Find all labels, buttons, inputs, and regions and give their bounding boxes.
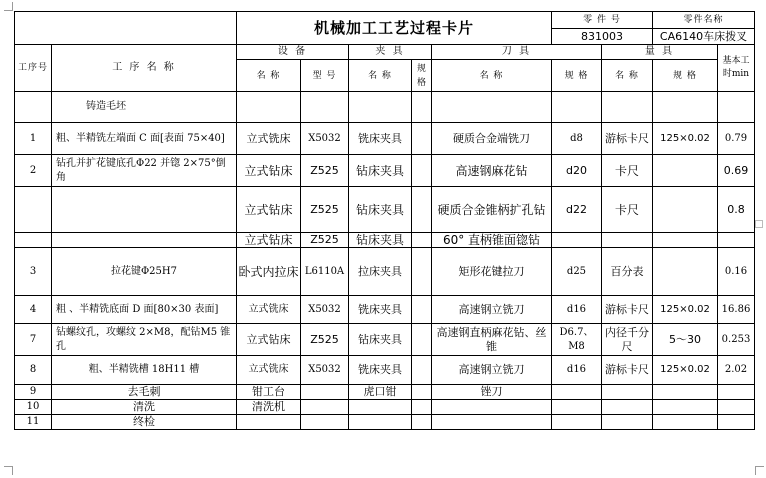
tool-spec-cell: d20	[552, 155, 602, 187]
gauge-spec-cell: 5～30	[653, 324, 718, 356]
equipment-name-cell: 卧式内拉床	[237, 248, 301, 296]
step-no-cell: 2	[15, 155, 52, 187]
gauge-name-cell: 内径千分尺	[602, 324, 653, 356]
fixture-name-cell: 钻床夹具	[349, 155, 412, 187]
page-corner-mark	[4, 2, 13, 11]
fixture-spec-cell	[412, 187, 432, 233]
equipment-name-cell: 立式钻床	[237, 155, 301, 187]
tool-spec-cell: d16	[552, 296, 602, 324]
equipment-model-cell: Z525	[301, 233, 349, 248]
tool-spec-cell: d16	[552, 356, 602, 385]
gauge-spec-cell	[653, 400, 718, 415]
step-name-cell: 去毛刺	[52, 385, 237, 400]
fixture-name-cell	[349, 400, 412, 415]
base-time-cell	[718, 92, 755, 123]
gauge-name-cell	[602, 400, 653, 415]
fixture-spec-cell	[412, 385, 432, 400]
fixture-spec-cell	[412, 296, 432, 324]
step-name-cell: 粗、半精铣槽 18H11 槽	[52, 356, 237, 385]
header-equipment: 设 备	[237, 45, 349, 60]
equipment-name-cell: 立式钻床	[237, 324, 301, 356]
header-tool-spec: 规 格	[552, 60, 602, 92]
page-corner-mark	[4, 466, 13, 475]
tool-spec-cell: D6.7、M8	[552, 324, 602, 356]
equipment-model-cell: Z525	[301, 155, 349, 187]
gauge-spec-cell: 125×0.02	[653, 296, 718, 324]
equipment-name-cell: 立式铣床	[237, 296, 301, 324]
header-tool-name: 名 称	[432, 60, 552, 92]
fixture-spec-cell	[412, 324, 432, 356]
tool-name-cell	[432, 415, 552, 430]
part-number-label: 零 件 号	[552, 12, 653, 29]
fixture-name-cell	[349, 415, 412, 430]
fixture-spec-cell	[412, 415, 432, 430]
step-no-cell: 4	[15, 296, 52, 324]
header-step-name: 工 序 名 称	[52, 45, 237, 92]
step-name-cell	[52, 233, 237, 248]
fixture-spec-cell	[412, 233, 432, 248]
tool-spec-cell: d22	[552, 187, 602, 233]
gauge-spec-cell	[653, 233, 718, 248]
fixture-spec-cell	[412, 92, 432, 123]
header-step-no: 工序号	[15, 45, 52, 92]
tool-name-cell: 锉刀	[432, 385, 552, 400]
equipment-model-cell: Z525	[301, 187, 349, 233]
gauge-name-cell: 游标卡尺	[602, 123, 653, 155]
table-row	[15, 92, 755, 123]
step-no-cell: 10	[15, 400, 52, 415]
table-row	[15, 155, 755, 187]
base-time-cell	[718, 400, 755, 415]
fixture-name-cell	[349, 92, 412, 123]
base-time-cell: 0.79	[718, 123, 755, 155]
table-move-handle[interactable]	[755, 220, 763, 228]
base-time-cell: 0.69	[718, 155, 755, 187]
gauge-spec-cell	[653, 385, 718, 400]
equipment-model-cell	[301, 385, 349, 400]
gauge-spec-cell	[653, 415, 718, 430]
part-name-value: CA6140车床拨叉	[653, 29, 755, 45]
fixture-name-cell: 钻床夹具	[349, 324, 412, 356]
table-row	[15, 356, 755, 385]
table-row	[15, 385, 755, 400]
gauge-name-cell	[602, 92, 653, 123]
equipment-name-cell: 立式铣床	[237, 356, 301, 385]
header-fixture-name: 名 称	[349, 60, 412, 92]
equipment-name-cell: 立式铣床	[237, 123, 301, 155]
tool-spec-cell	[552, 233, 602, 248]
tool-name-cell: 矩形花键拉刀	[432, 248, 552, 296]
header-gauge-spec: 规 格	[653, 60, 718, 92]
fixture-spec-cell	[412, 123, 432, 155]
process-card-table	[14, 11, 755, 430]
equipment-name-cell: 钳工台	[237, 385, 301, 400]
table-row	[15, 187, 755, 233]
gauge-spec-cell: 125×0.02	[653, 356, 718, 385]
tool-name-cell: 高速钢立铣刀	[432, 296, 552, 324]
base-time-cell	[718, 385, 755, 400]
equipment-model-cell: X5032	[301, 356, 349, 385]
step-no-cell: 9	[15, 385, 52, 400]
gauge-spec-cell	[653, 92, 718, 123]
fixture-name-cell: 虎口钳	[349, 385, 412, 400]
table-row	[15, 296, 755, 324]
gauge-name-cell: 游标卡尺	[602, 356, 653, 385]
part-name-label: 零件名称	[653, 12, 755, 29]
fixture-name-cell: 拉床夹具	[349, 248, 412, 296]
tool-name-cell: 高速钢麻花钻	[432, 155, 552, 187]
fixture-name-cell: 铣床夹具	[349, 296, 412, 324]
step-name-cell: 清洗	[52, 400, 237, 415]
tool-name-cell	[432, 400, 552, 415]
header-base-time: 基本工时min	[718, 45, 755, 92]
tool-spec-cell	[552, 415, 602, 430]
step-no-cell: 8	[15, 356, 52, 385]
fixture-spec-cell	[412, 400, 432, 415]
step-no-cell	[15, 92, 52, 123]
step-name-cell: 铸造毛坯	[52, 92, 237, 123]
tool-spec-cell	[552, 400, 602, 415]
gauge-name-cell: 卡尺	[602, 155, 653, 187]
header-fixture-spec: 规格	[412, 60, 432, 92]
equipment-name-cell	[237, 415, 301, 430]
base-time-cell: 2.02	[718, 356, 755, 385]
equipment-name-cell: 清洗机	[237, 400, 301, 415]
tool-spec-cell: d25	[552, 248, 602, 296]
equipment-name-cell	[237, 92, 301, 123]
base-time-cell: 0.8	[718, 187, 755, 233]
header-blank-cell	[15, 12, 237, 45]
header-gauge-name: 名 称	[602, 60, 653, 92]
gauge-spec-cell: 125×0.02	[653, 123, 718, 155]
header-gauge: 量 具	[602, 45, 718, 60]
equipment-model-cell: Z525	[301, 324, 349, 356]
fixture-name-cell: 铣床夹具	[349, 356, 412, 385]
header-cutting-tool: 刀 具	[432, 45, 602, 60]
step-no-cell: 1	[15, 123, 52, 155]
gauge-name-cell	[602, 385, 653, 400]
base-time-cell: 16.86	[718, 296, 755, 324]
equipment-model-cell	[301, 92, 349, 123]
equipment-model-cell	[301, 415, 349, 430]
base-time-cell: 0.253	[718, 324, 755, 356]
equipment-name-cell: 立式钻床	[237, 233, 301, 248]
equipment-model-cell	[301, 400, 349, 415]
table-row	[15, 233, 755, 248]
step-name-cell: 终检	[52, 415, 237, 430]
tool-name-cell: 硬质合金锥柄扩孔钻	[432, 187, 552, 233]
part-number-value: 831003	[552, 29, 653, 45]
card-title: 机械加工工艺过程卡片	[237, 12, 552, 45]
base-time-cell: 0.16	[718, 248, 755, 296]
fixture-spec-cell	[412, 356, 432, 385]
tool-spec-cell: d8	[552, 123, 602, 155]
gauge-spec-cell	[653, 248, 718, 296]
equipment-model-cell: L6110A	[301, 248, 349, 296]
fixture-name-cell: 铣床夹具	[349, 123, 412, 155]
equipment-name-cell: 立式钻床	[237, 187, 301, 233]
tool-name-cell: 60° 直柄锥面锪钻	[432, 233, 552, 248]
header-fixture: 夹 具	[349, 45, 432, 60]
table-row	[15, 123, 755, 155]
step-name-cell	[52, 187, 237, 233]
base-time-cell	[718, 233, 755, 248]
step-name-cell: 粗、半精铣左端面 C 面[表面 75×40]	[52, 123, 237, 155]
table-row	[15, 400, 755, 415]
gauge-spec-cell	[653, 187, 718, 233]
step-no-cell: 3	[15, 248, 52, 296]
equipment-model-cell: X5032	[301, 123, 349, 155]
step-no-cell	[15, 187, 52, 233]
fixture-name-cell: 钻床夹具	[349, 187, 412, 233]
gauge-name-cell: 卡尺	[602, 187, 653, 233]
fixture-name-cell: 钻床夹具	[349, 233, 412, 248]
tool-name-cell	[432, 92, 552, 123]
gauge-name-cell	[602, 415, 653, 430]
table-row	[15, 248, 755, 296]
step-name-cell: 拉花键Φ25H7	[52, 248, 237, 296]
header-equipment-name: 名 称	[237, 60, 301, 92]
table-row	[15, 324, 755, 356]
gauge-name-cell	[602, 233, 653, 248]
base-time-cell	[718, 415, 755, 430]
gauge-spec-cell	[653, 155, 718, 187]
table-row	[15, 415, 755, 430]
tool-name-cell: 硬质合金端铣刀	[432, 123, 552, 155]
tool-name-cell: 高速钢立铣刀	[432, 356, 552, 385]
gauge-name-cell: 游标卡尺	[602, 296, 653, 324]
step-no-cell	[15, 233, 52, 248]
tool-spec-cell	[552, 385, 602, 400]
step-name-cell: 钻螺纹孔，攻螺纹 2×M8，配钻M5 锥孔	[52, 324, 237, 356]
fixture-spec-cell	[412, 155, 432, 187]
step-name-cell: 钻孔并扩花键底孔Φ22 并锪 2×75°倒角	[52, 155, 237, 187]
header-equipment-model: 型 号	[301, 60, 349, 92]
step-name-cell: 粗 、半精铣底面 D 面[80×30 表面]	[52, 296, 237, 324]
fixture-spec-cell	[412, 248, 432, 296]
equipment-model-cell: X5032	[301, 296, 349, 324]
step-no-cell: 11	[15, 415, 52, 430]
tool-name-cell: 高速钢直柄麻花钻、丝锥	[432, 324, 552, 356]
page-corner-mark	[755, 466, 764, 475]
gauge-name-cell: 百分表	[602, 248, 653, 296]
step-no-cell: 7	[15, 324, 52, 356]
tool-spec-cell	[552, 92, 602, 123]
